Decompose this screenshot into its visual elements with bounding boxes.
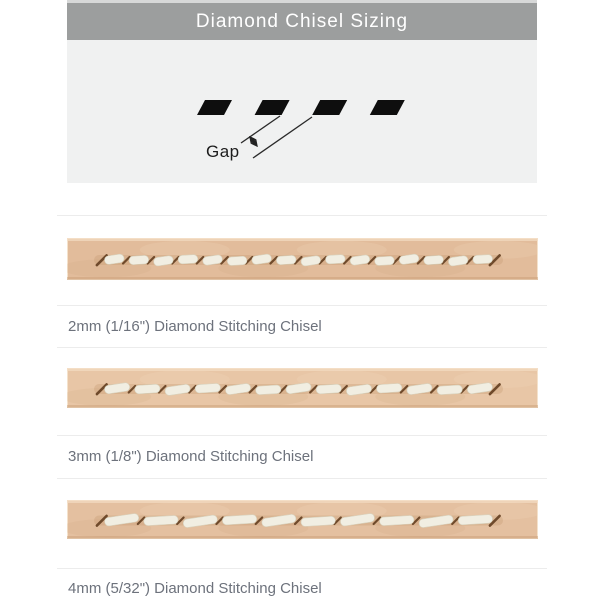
product-label-4mm (68, 568, 498, 608)
product-label-3mm (68, 435, 498, 478)
gap-label: Gap (206, 142, 240, 161)
gap-diagram-svg (67, 40, 537, 183)
gap-diagram (67, 40, 537, 183)
chisel-mark-icon (255, 100, 290, 115)
product-label-2mm (68, 305, 498, 347)
chisel-mark-icon (370, 100, 405, 115)
infographic-title-bar (67, 3, 537, 40)
product-label-text: 2mm (1/16") Diamond Stitching Chisel (68, 317, 322, 335)
divider (57, 347, 547, 348)
gap-extension-line (241, 116, 280, 143)
product-label-text: 4mm (5/32") Diamond Stitching Chisel (68, 579, 322, 597)
divider (57, 478, 547, 479)
gap-extension-line (253, 117, 312, 158)
stitch-sample-photo-4mm (67, 500, 538, 539)
chisel-mark-icon (312, 100, 347, 115)
product-label-text: 3mm (1/8") Diamond Stitching Chisel (68, 448, 314, 465)
chisel-mark-icon (197, 100, 232, 115)
divider (57, 215, 547, 216)
gap-arrow-icon (250, 137, 257, 146)
stitch-sample-photo-2mm (67, 238, 538, 280)
infographic-title: Diamond Chisel Sizing (195, 10, 409, 32)
stitch-sample-photo-3mm (67, 368, 538, 408)
